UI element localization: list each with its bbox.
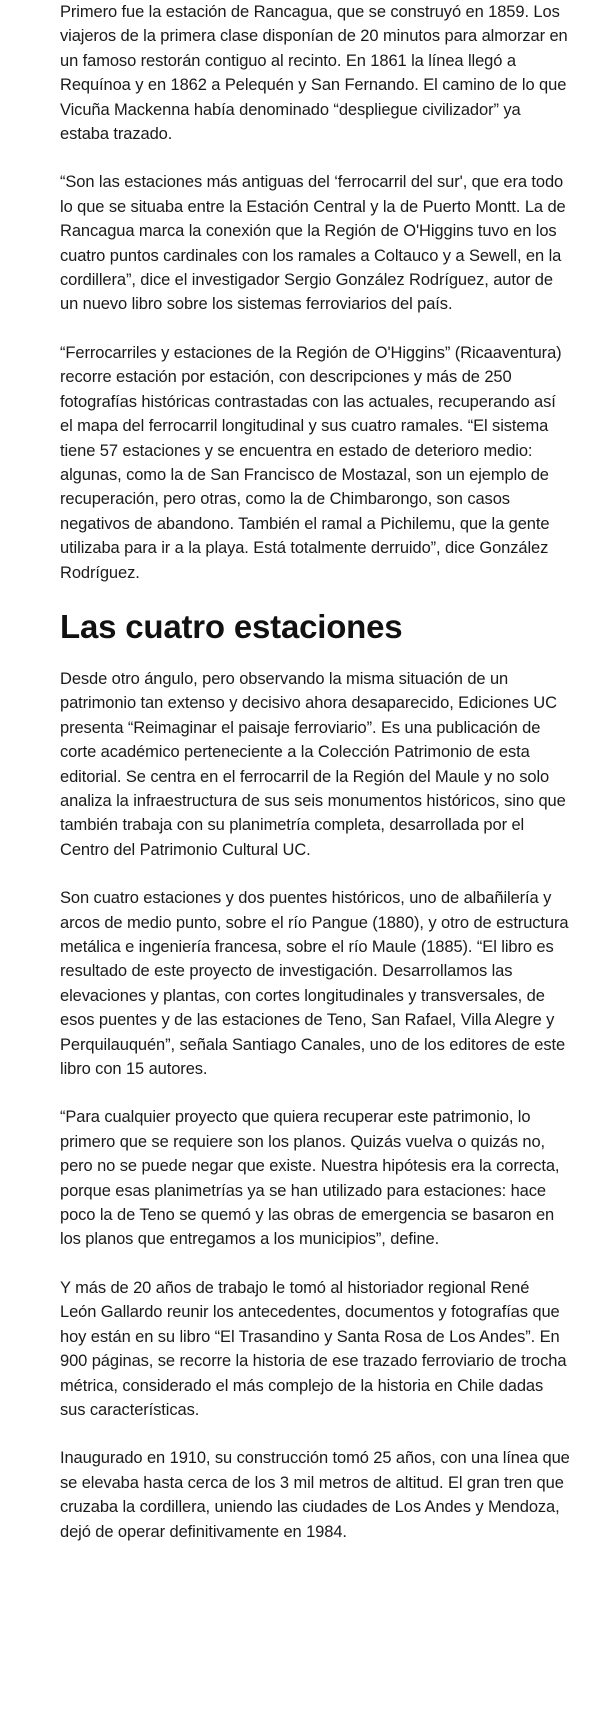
section-heading: Las cuatro estaciones [60,607,403,645]
paragraph-trasandino-history: Inaugurado en 1910, su construcción tomó 25 años, con una línea que se elevaba hasta cerca de los 3 mil metros de altitud. El gran tren que cruzaba la cordillera, uniendo las ciudades de Los Andes y Mendoza, dejó de operar definitivamente en 1984. [60,1449,570,1541]
article-body [60,0,570,1568]
paragraph-oldest-stations: “Son las estaciones más antiguas del ‘ferrocarril del sur', que era todo lo que se situaba entre la Estación Central y la de Puerto Montt. La de Rancagua marca la conexión que la Región de O'Higgins tuvo en los cuatro puntos cardinales con los ramales a Coltauco y a Sewell, en la cordillera”, dice el investigador Sergio González Rodríguez, autor de un nuevo libro sobre los sistemas ferroviarios del país. [60,173,566,314]
paragraph-planimetry-quote: “Para cualquier proyecto que quiera recuperar este patrimonio, lo primero que se requiere son los planos. Quizás vuelva o quizás no, pero no se puede negar que existe. Nuestra hipótesis era la correcta, porque esas planimetrías ya se han utilizado para estaciones: hace poco la de Teno se quemó y las obras de emergencia se basaron en los planos que entregamos a los municipios”, define. [60,1108,560,1249]
paragraph-rancagua-station: Primero fue la estación de Rancagua, que se construyó en 1859. Los viajeros de la primera clase disponían de 20 minutos para almorzar en un famoso restorán contiguo al recinto. En 1861 la línea llegó a Requínoa y en 1862 a Pelequén y San Fernando. El camino de lo que Vicuña Mackenna había denominado “despliegue civilizador” ya estaba trazado. [60,3,568,144]
paragraph-ohiggins-book: “Ferrocarriles y estaciones de la Región de O'Higgins” (Ricaaventura) recorre estación por estación, con descripciones y más de 250 fotografías históricas contrastadas con las actuales, recuperando así el mapa del ferrocarril longitudinal y sus cuatro ramales. “El sistema tiene 57 estaciones y se encuentra en estado de deterioro medio: algunas, como la de San Francisco de Mostazal, son un ejemplo de recuperación, pero otras, como la de Chimbarongo, son casos negativos de abandono. También el ramal a Pichilemu, que la gente utilizaba para ir a la playa. Está totalmente derruido”, dice González Rodríguez. [60,343,562,582]
paragraph-four-stations-bridges: Son cuatro estaciones y dos puentes históricos, uno de albañilería y arcos de medio punto, sobre el río Pangue (1880), y otro de estructura metálica e ingeniería francesa, sobre el río Maule (1885). “El libro es resultado de este proyecto de investigación. Desarrollamos las elevaciones y plantas, con cortes longitudinales y transversales, de esos puentes y de las estaciones de Teno, San Rafael, Villa Alegre y Perquilauquén”, señala Santiago Canales, uno de los editores de este libro con 15 autores. [60,889,569,1079]
paragraph-ediciones-uc: Desde otro ángulo, pero observando la misma situación de un patrimonio tan extenso y decisivo ahora desaparecido, Ediciones UC presenta “Reimaginar el paisaje ferroviario”. Es una publicación de corte académico perteneciente a la Colección Patrimonio de esta editorial. Se centra en el ferrocarril de la Región del Maule y no solo analiza la infraestructura de sus seis monumentos históricos, sino que también trabaja con su planimetría completa, desarrollada por el Centro del Patrimonio Cultural UC. [60,669,566,859]
paragraph-trasandino-book: Y más de 20 años de trabajo le tomó al historiador regional René León Gallardo reunir los antecedentes, documentos y fotografías que hoy están en su libro “El Trasandino y Santa Rosa de Los Andes”. En 900 páginas, se recorre la historia de ese trazado ferroviario de trocha métrica, considerado el más complejo de la historia en Chile dadas sus características. [60,1278,567,1419]
